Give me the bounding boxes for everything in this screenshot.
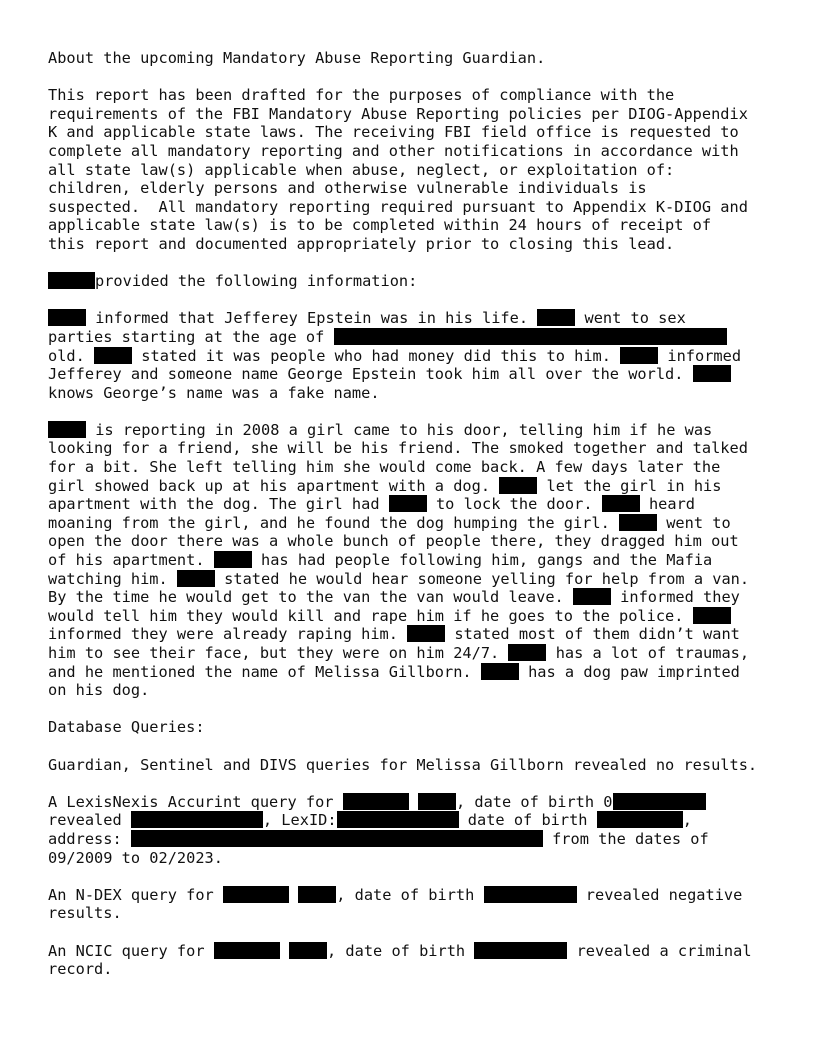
redaction-box [693, 365, 731, 382]
text-fragment: informed they [610, 588, 740, 607]
guardian-query-line: Guardian, Sentinel and DIVS queries for Melissa Gillborn revealed no results. [48, 755, 758, 774]
text-fragment: apartment with the dog. The girl had [48, 495, 389, 514]
text-fragment: went to sex [575, 309, 686, 328]
document-page [48, 49, 778, 979]
redaction-box [537, 309, 575, 326]
text-line: looking for a friend, she will be his friend. The smoked together and talked [48, 439, 748, 458]
text-line [48, 830, 778, 849]
text-line [48, 309, 778, 328]
text-fragment: revealed negative [576, 885, 743, 904]
text-line [48, 421, 778, 440]
text-fragment: let the girl in his [537, 476, 722, 495]
text-line [48, 625, 778, 644]
text-fragment: revealed [48, 811, 131, 830]
text-line: 09/2009 to 02/2023. [48, 848, 223, 867]
redaction-box [214, 551, 252, 568]
text-fragment: has a dog paw imprinted [518, 662, 740, 681]
text-fragment: has had people following him, gangs and the Mafia [251, 551, 713, 570]
redaction-box [602, 495, 640, 512]
text-fragment: informed they were already raping him. [48, 625, 408, 644]
redaction-box [499, 477, 537, 494]
redaction-box [619, 514, 657, 531]
redaction-box [481, 663, 519, 680]
text-fragment: address: [48, 829, 131, 848]
text-line [48, 588, 778, 607]
incident-paragraph [48, 421, 778, 700]
text-fragment: stated it was people who had money did this to him. [132, 346, 621, 365]
text-fragment: A LexisNexis Accurint query for [48, 792, 343, 811]
redaction-box [48, 421, 86, 438]
text-line [48, 644, 778, 663]
text-line [48, 551, 778, 570]
compliance-line: children, elderly persons and otherwise vulnerable individuals is [48, 179, 647, 198]
text-fragment: revealed a criminal [567, 941, 752, 960]
text-fragment: old. [48, 346, 95, 365]
text-line [48, 663, 778, 682]
redaction-box [334, 328, 727, 345]
ndex-paragraph [48, 886, 778, 923]
text-line: open the door there was a whole bunch of people there, they dragged him out [48, 532, 739, 551]
text-fragment: By the time he would get to the van the van would leave. [48, 588, 573, 607]
redaction-box [94, 347, 132, 364]
compliance-paragraph [48, 86, 778, 253]
redaction-box [48, 309, 86, 326]
redaction-box [508, 644, 546, 661]
text-line [48, 365, 778, 384]
redaction-box [223, 886, 289, 903]
compliance-line: This report has been drafted for the purposes of compliance with the [48, 86, 675, 105]
compliance-line: this report and documented appropriately prior to closing this lead. [48, 234, 675, 253]
text-line: on his dog. [48, 681, 150, 700]
text-fragment: went to [657, 513, 731, 532]
redaction-box [484, 886, 577, 903]
redaction-box [407, 625, 445, 642]
redaction-box [474, 942, 567, 959]
text-line [48, 607, 778, 626]
compliance-line: all state law(s) applicable when abuse, neglect, or exploitation of: [48, 160, 675, 179]
text-fragment: heard [639, 495, 696, 514]
text-line: results. [48, 904, 122, 923]
epstein-paragraph [48, 309, 778, 402]
text-fragment: informed [658, 346, 742, 365]
text-line [48, 811, 778, 830]
text-line [48, 347, 778, 366]
text-line [48, 328, 778, 347]
text-fragment: moaning from the girl, and he found the dog humping the girl. [48, 513, 619, 532]
text-fragment: stated he would hear someone yelling for help from a van. [214, 569, 750, 588]
text-fragment: would tell him they would kill and rape him if he goes to the police. [48, 606, 693, 625]
text-line [48, 495, 778, 514]
text-fragment: him to see their face, but they were on him 24/7. [48, 644, 509, 662]
text-line [48, 514, 778, 533]
text-line: for a bit. She left telling him she would come back. A few days later the [48, 458, 721, 477]
text-fragment: , date of birth [455, 792, 604, 811]
ncic-paragraph [48, 942, 778, 979]
redaction-box [131, 811, 263, 828]
text-line [48, 570, 778, 589]
text-fragment: watching him. [48, 569, 177, 588]
compliance-line: suspected. All mandatory reporting required pursuant to Appendix K-DIOG and [48, 197, 748, 216]
text-fragment: stated most of them didn’t want [445, 625, 740, 644]
redaction-box [337, 811, 459, 828]
redaction-box [389, 495, 427, 512]
text-line [48, 942, 778, 961]
text-fragment: , date of birth [327, 941, 475, 960]
text-fragment: 0 [603, 792, 613, 811]
text-fragment: and he mentioned the name of Melissa Gillborn. [48, 662, 481, 681]
text-fragment: , [682, 811, 692, 830]
text-fragment: girl showed back up at his apartment with a dog. [48, 476, 500, 495]
text-fragment: informed that Jefferey Epstein was in his life. [86, 309, 538, 328]
text-fragment: from the dates of [542, 829, 709, 848]
redaction-box [573, 588, 611, 605]
text-line [48, 886, 778, 905]
redaction-box [693, 607, 731, 624]
provided-text: provided the following information: [95, 272, 418, 291]
intro-line: About the upcoming Mandatory Abuse Reporting Guardian. [48, 49, 546, 67]
text-fragment: An NCIC query for [48, 941, 214, 960]
text-fragment: date of birth [458, 811, 597, 830]
compliance-line: requirements of the FBI Mandatory Abuse Reporting policies per DIOG-Appendix [48, 104, 748, 123]
redaction-box [177, 570, 215, 587]
text-line [48, 793, 778, 812]
redaction-box [298, 886, 336, 903]
text-fragment: is reporting in 2008 a girl came to his door, telling him if he was [86, 420, 713, 439]
redaction-box [214, 942, 280, 959]
redaction-box [343, 793, 409, 810]
compliance-line: K and applicable state laws. The receiving FBI field office is requested to [48, 123, 739, 142]
text-fragment: of his apartment. [48, 551, 214, 570]
redaction-box [613, 793, 706, 810]
text-fragment: An N-DEX query for [48, 885, 223, 904]
text-line: record. [48, 960, 113, 979]
redaction-box [597, 811, 683, 828]
compliance-line: applicable state law(s) is to be completed within 24 hours of receipt of [48, 216, 712, 235]
text-fragment: has a lot of traumas, [546, 644, 750, 662]
text-fragment: , LexID: [262, 811, 337, 830]
section-heading: Database Queries: [48, 718, 205, 737]
text-fragment: Jefferey and someone name George Epstein took him all over the world. [48, 365, 693, 384]
text-line [48, 477, 778, 496]
redaction-box [131, 830, 543, 847]
redaction-box [48, 272, 95, 289]
text-fragment: to lock the door. [426, 495, 602, 514]
redaction-box [289, 942, 327, 959]
redaction-box [620, 347, 658, 364]
text-fragment: , date of birth [336, 885, 484, 904]
compliance-line: complete all mandatory reporting and other notifications in accordance with [48, 141, 739, 160]
text-line: knows George’s name was a fake name. [48, 383, 380, 402]
provided-line [48, 272, 778, 291]
redaction-box [418, 793, 456, 810]
lexisnexis-paragraph [48, 793, 778, 867]
text-fragment: parties starting at the age of [48, 327, 334, 346]
